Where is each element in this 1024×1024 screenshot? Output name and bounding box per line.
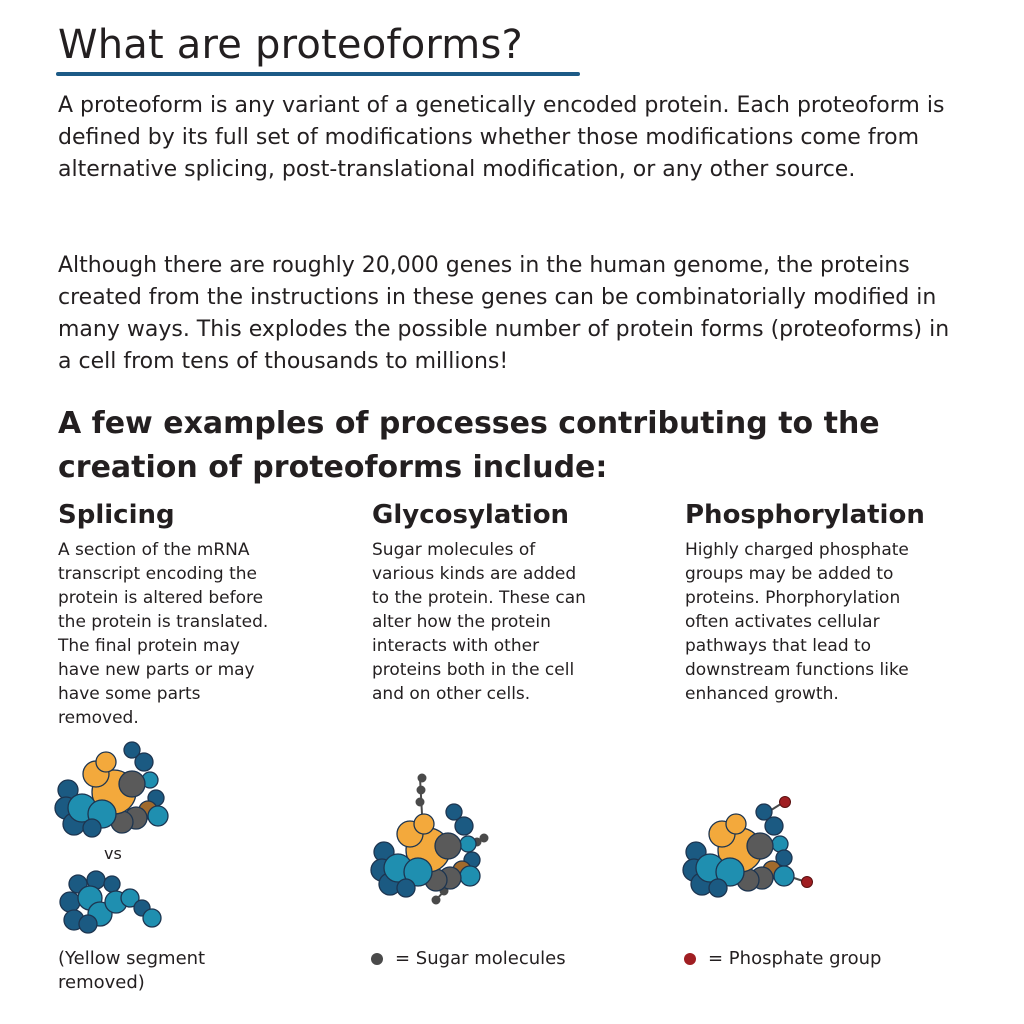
splicing-description: A section of the mRNA transcript encoding the protein is altered before the protein is translated. The final protein may have new parts or may have some parts removed.: [58, 540, 269, 728]
versus-label: vs: [104, 844, 122, 863]
intro-paragraph-1: A proteoform is any variant of a genetically encoded protein. Each proteoform is defined by its full set of modifications whether those modifications come from alternative splicing, post-translational modification, or any other source.: [58, 93, 945, 182]
phosphorylated-protein-illustration: [680, 792, 820, 902]
phosphate-legend-label: = Phosphate group: [708, 948, 882, 969]
title-underline: [56, 72, 580, 76]
intro-paragraph-2: Although there are roughly 20,000 genes in the human genome, the proteins created from the instructions in these genes can be combinatorially modified in many ways. This explodes the possible number of protein forms (proteoforms) in a cell from tens of thousands to millions!: [58, 253, 950, 374]
phosphate-legend: [684, 947, 881, 971]
glycosylation-title: Glycosylation: [372, 500, 570, 530]
page-title: What are proteoforms?: [58, 22, 523, 68]
glycosylated-protein-illustration: [366, 770, 506, 910]
full-protein-illustration: [52, 740, 182, 840]
phosphorylation-description: Highly charged phosphate groups may be added to proteins. Phorphorylation often activates cellular pathways that lead to downstream functions like enhanced growth.: [685, 540, 909, 704]
spliced-protein-illustration: [56, 868, 176, 938]
sugar-legend-label: = Sugar molecules: [395, 948, 566, 969]
splicing-title: Splicing: [58, 500, 175, 530]
sugar-legend: [371, 947, 566, 971]
phosphorylation-title: Phosphorylation: [685, 500, 925, 530]
glycosylation-description: Sugar molecules of various kinds are added to the protein. These can alter how the protein interacts with other proteins both in the cell and on other cells.: [372, 540, 586, 704]
splicing-caption: (Yellow segment removed): [58, 948, 206, 993]
sugar-dot-icon: [371, 953, 383, 965]
phosphate-dot-icon: [684, 953, 696, 965]
examples-heading: A few examples of processes contributing to the creation of proteoforms include:: [58, 406, 880, 485]
